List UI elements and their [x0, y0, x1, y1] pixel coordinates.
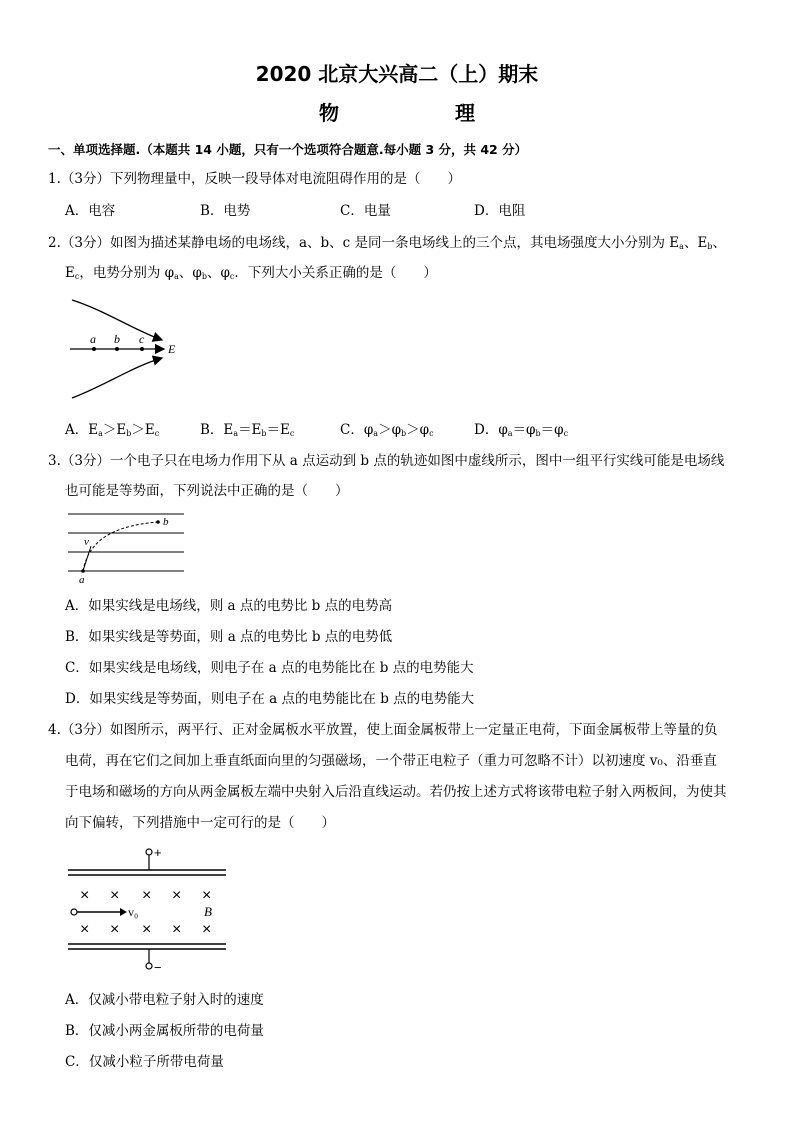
q2-option-a: A．$E_a>E_b>E_c$	[65, 422, 160, 438]
q3-stem-line1: 3.（3分）一个电子只在电场力作用下从 a 点运动到 b 点的轨迹如图中虚线所示，图中一组平行实线可能是电场线	[48, 453, 725, 469]
point-b	[156, 520, 160, 524]
particle-entry	[71, 909, 77, 915]
q3-option-d: D．如果实线是等势面，则电子在 a 点的电势能比在 b 点的电势能大	[65, 691, 475, 707]
point-a	[92, 347, 96, 351]
magnetic-field-row-2	[80, 921, 211, 938]
q4-stem-line1: 4.（3分）如图所示，两平行、正对金属板水平放置，使上面金属板带上一定量正电荷，下面金属板带上等量的负	[48, 722, 718, 738]
q2-stem-line2: $E_c$，电势分别为 $\varphi_a$、$\varphi_b$、$\varphi_c$．下列大小关系正确的是（ ）	[65, 265, 437, 281]
q1-option-c: C．电量	[340, 203, 391, 219]
q1-stem: 1.（3分）下列物理量中，反映一段导体对电流阻碍作用的是（ ）	[48, 171, 461, 187]
label-E: E	[168, 342, 176, 356]
q4-option-a: A．仅减小带电粒子射入时的速度	[65, 992, 264, 1008]
point-a	[81, 569, 85, 573]
label-B: B	[204, 904, 212, 919]
svg-text:×: ×	[110, 921, 120, 938]
svg-text:×: ×	[80, 887, 90, 904]
capacitor-magnetic-field-figure	[64, 842, 234, 977]
q1-option-b: B．电势	[200, 203, 251, 219]
page-title: 2020 北京大兴高二（上）期末	[255, 62, 539, 86]
trajectory-figure	[64, 508, 189, 586]
q2-option-d: D．$\varphi_a=\varphi_b=\varphi_c$	[474, 422, 569, 438]
svg-text:×: ×	[202, 921, 212, 938]
svg-text:×: ×	[142, 887, 152, 904]
velocity-arrow	[83, 546, 91, 571]
magnetic-field-row-1	[80, 887, 211, 904]
dashed-trajectory	[83, 522, 158, 571]
svg-text:×: ×	[110, 887, 120, 904]
label-b: b	[163, 516, 169, 528]
point-c	[140, 347, 144, 351]
q4-stem-line3: 于电场和磁场的方向从两金属板左端中央射入后沿直线运动。若仍按上述方式将该带电粒子射入两板间，为使其	[65, 784, 727, 800]
field-line-lower	[72, 358, 162, 398]
label-a: a	[90, 332, 96, 346]
q3-option-b: B．如果实线是等势面，则 a 点的电势比 b 点的电势低	[65, 629, 393, 645]
point-b	[115, 347, 119, 351]
svg-text:×: ×	[202, 887, 212, 904]
q2-option-c: C．$\varphi_a>\varphi_b>\varphi_c$	[340, 422, 434, 438]
q1-option-a: A．电容	[65, 203, 116, 219]
svg-text:×: ×	[172, 887, 182, 904]
label-v0: v₀	[128, 905, 139, 919]
bottom-terminal	[146, 963, 152, 969]
q2-option-b: B．$E_a=E_b=E_c$	[200, 422, 295, 438]
label-plus: +	[154, 845, 162, 860]
label-a: a	[79, 574, 85, 586]
electric-field-figure	[64, 294, 194, 404]
q4-option-c: C．仅减小粒子所带电荷量	[65, 1054, 224, 1070]
q2-stem-line1: 2.（3分）如图为描述某静电场的电场线，a、b、c 是同一条电场线上的三个点，其电场强度大小分别为 $E_a$、$E_b$、	[48, 235, 726, 251]
section-heading: 一、单项选择题.（本题共 14 小题，只有一个选项符合题意.每小题 3 分，共 42 分）	[48, 142, 528, 157]
q1-option-d: D．电阻	[474, 203, 526, 219]
q3-stem-line2: 也可能是等势面，下列说法中正确的是（ ）	[65, 483, 349, 499]
q3-option-a: A．如果实线是电场线，则 a 点的电势比 b 点的电势高	[65, 598, 393, 614]
svg-text:×: ×	[80, 921, 90, 938]
svg-text:×: ×	[142, 921, 152, 938]
q4-stem-line4: 向下偏转，下列措施中一定可行的是（ ）	[65, 815, 335, 831]
label-c: c	[139, 332, 145, 346]
q4-option-b: B．仅减小两金属板所带的电荷量	[65, 1023, 264, 1039]
label-minus: −	[154, 960, 162, 975]
label-v: v	[84, 536, 89, 548]
q3-option-c: C．如果实线是电场线，则电子在 a 点的电势能比在 b 点的电势能大	[65, 660, 474, 676]
top-terminal	[146, 849, 152, 855]
label-b: b	[114, 332, 120, 346]
svg-text:×: ×	[172, 921, 182, 938]
subject-title: 物 理	[319, 101, 523, 125]
q4-stem-line2: 电荷，再在它们之间加上垂直纸面向里的匀强磁场，一个带正电粒子（重力可忽略不计）以初速度 v₀、沿垂直	[65, 753, 717, 769]
